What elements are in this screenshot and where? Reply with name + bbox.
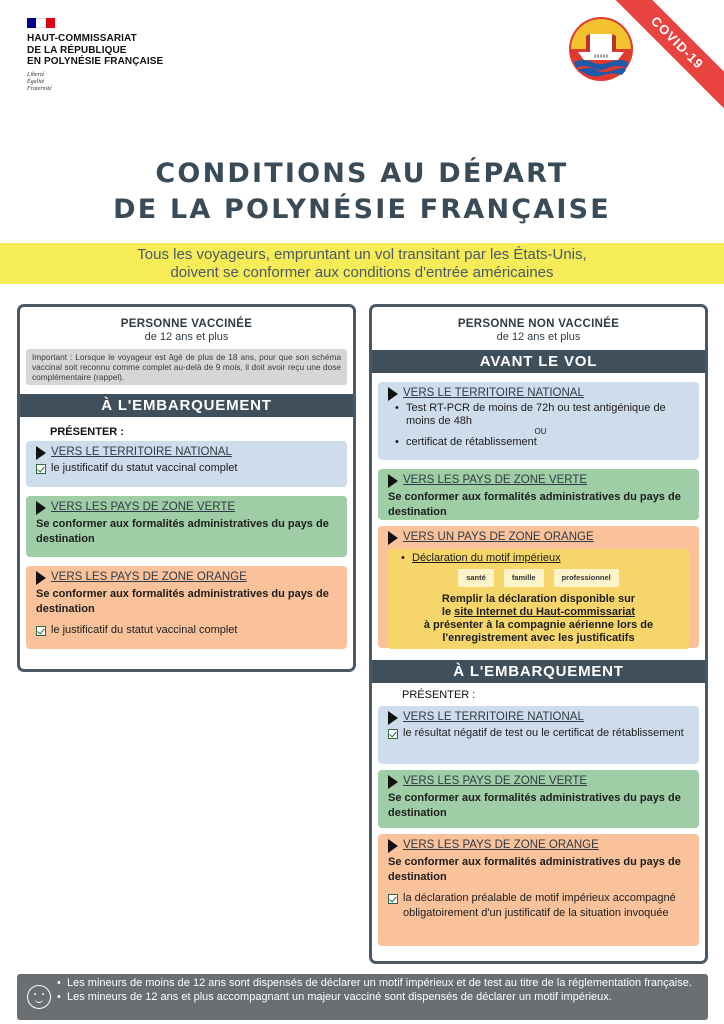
vaccinated-subheading: de 12 ans et plus [144,331,229,343]
orange-label: VERS LES PAYS DE ZONE ORANGE [51,571,247,583]
checkbox-icon [388,894,398,904]
national-label: VERS LE TERRITOIRE NATIONAL [51,446,232,458]
hc-logo [27,18,163,93]
tag-sante: santé [458,569,494,587]
vaccinated-heading: PERSONNE VACCINÉE [120,318,253,330]
orange-text: Se conformer aux formalités administratives du pays de destination [36,587,329,615]
orange-destination [36,570,341,586]
boarding-national-item [388,726,693,742]
boarding-green-text: Se conformer aux formalités administratives du pays de destination [388,791,681,819]
motto-fraternite: Fraternité [27,85,52,92]
boarding-section-bar: À L'EMBARQUEMENT [20,394,353,417]
before-national-box [378,382,699,460]
green-label: VERS LES PAYS DE ZONE VERTE [51,501,236,513]
before-orange-destination [384,530,693,546]
instructions-line-3: à présenter à la compagnie aérienne lors de l'enregistrement avec les justificatifs [423,618,654,644]
before-national-list [388,402,693,429]
orange-zone-box [26,566,347,649]
title-line-1: CONDITIONS AU DÉPART [155,158,569,189]
unvacc-presenter-label: PRÉSENTER : [402,689,476,701]
presenter-label: PRÉSENTER : [50,426,124,438]
arrow-icon [388,474,398,488]
before-green-box [378,469,699,520]
national-item [36,461,341,477]
before-green-destination [388,473,693,489]
before-national-destination [388,386,693,402]
vaccinated-card [17,304,356,672]
minors-list [67,977,700,1004]
tag-famille: famille [504,569,544,587]
before-green-text: Se conformer aux formalités administratives du pays de destination [388,490,681,518]
green-zone-box [26,496,347,557]
national-box [26,441,347,487]
motto-egalite: Égalité [27,78,45,85]
unvacc-boarding-section-bar: À L'EMBARQUEMENT [372,660,705,683]
banner-line-2: doivent se conformer aux conditions d'entrée américaines [170,264,554,281]
banner-line-1: Tous les voyageurs, empruntant un vol transitant par les États-Unis, [137,246,587,263]
minors-under-12: • Les mineurs de moins de 12 ans sont dispensés de déclarer un motif impérieux et de test au titre de la réglementation française. [67,977,700,991]
boarding-orange-destination [388,838,693,854]
test-requirement: • Test RT-PCR de moins de 72h ou test antigénique de moins de 48h [406,402,693,429]
motif-list [394,551,683,567]
before-orange-label: VERS UN PAYS DE ZONE ORANGE [403,531,594,543]
boarding-national-label: VERS LE TERRITOIRE NATIONAL [403,711,584,723]
boarding-orange-item [388,891,693,922]
boarding-national-box [378,706,699,764]
declaration-instructions [394,593,683,645]
arrow-icon [388,531,398,545]
national-destination [36,445,341,461]
boarding-green-label: VERS LES PAYS DE ZONE VERTE [403,775,588,787]
instructions-line-1: Remplir la déclaration disponible sur [441,592,636,605]
org-line-1: HAUT-COMMISSARIAT [27,33,137,44]
minors-12-plus: • Les mineurs de 12 ans et plus accompagnant un majeur vacciné sont dispensés de déclarer un motif impérieux. [67,991,700,1005]
before-national-list-2 [388,435,693,451]
baby-face-icon [27,985,51,1009]
boarding-orange-label: VERS LES PAYS DE ZONE ORANGE [403,839,599,851]
org-line-3: EN POLYNÉSIE FRANÇAISE [27,56,164,67]
green-destination [36,500,341,516]
boarding-orange-item-text: la déclaration préalable de motif impérieux accompagné obligatoirement d'un justificatif de la situation invoquée [403,891,676,919]
polynesia-emblem-icon [568,16,634,82]
booster-note: Important : Lorsque le voyageur est âgé de plus de 18 ans, pour que son schéma vaccinal soit reconnu comme complet au-delà de 9 mois, il doit avoir reçu une dose complémentaire (rappel). [26,349,347,385]
covid-badge: COVID-19 [601,0,724,119]
orange-item [36,623,341,639]
tag-professionnel: professionnel [554,569,619,587]
checkbox-icon [36,464,46,474]
arrow-icon [388,839,398,853]
page-title [0,156,724,228]
or-separator: OU [534,426,547,436]
hc-website-link[interactable]: site Internet du Haut-commissariat [454,605,636,618]
before-green-label: VERS LES PAYS DE ZONE VERTE [403,474,588,486]
motto-liberte: Liberté [27,71,45,78]
arrow-icon [388,711,398,725]
arrow-icon [388,387,398,401]
org-line-2: DE LA RÉPUBLIQUE [27,44,127,56]
boarding-national-item-text: le résultat négatif de test ou le certificat de rétablissement [403,726,684,739]
checkbox-icon [36,626,46,636]
before-flight-section-bar: AVANT LE VOL [372,350,705,373]
usa-transit-banner [0,243,724,284]
svg-text:xxxxx: xxxxx [593,53,609,60]
before-orange-box [378,526,699,648]
boarding-green-box [378,770,699,828]
arrow-icon [36,571,46,585]
arrow-icon [36,501,46,515]
boarding-green-destination [388,774,693,790]
arrow-icon [36,446,46,460]
motif-declaration-box [388,549,689,649]
motif-tags [394,569,683,587]
before-national-label: VERS LE TERRITOIRE NATIONAL [403,387,584,399]
checkbox-icon [388,729,398,739]
boarding-orange-box [378,834,699,946]
title-line-2: DE LA POLYNÉSIE FRANÇAISE [113,194,611,225]
green-text: Se conformer aux formalités administratives du pays de destination [36,517,329,545]
recovery-certificate: • certificat de rétablissement [406,435,693,451]
boarding-orange-text: Se conformer aux formalités administratives du pays de destination [388,855,681,883]
arrow-icon [388,775,398,789]
instructions-link-line [394,606,683,619]
unvaccinated-heading: PERSONNE NON VACCINÉE [457,318,620,330]
unvaccinated-card [369,304,708,964]
motif-label: • Déclaration du motif impérieux [412,551,683,567]
minors-footer [17,974,708,1020]
unvaccinated-header [372,307,705,343]
vaccinated-header [20,307,353,343]
boarding-national-destination [388,710,693,726]
national-item-text: le justificatif du statut vaccinal complet [51,461,238,474]
orange-item-text: le justificatif du statut vaccinal complet [51,623,238,636]
marianne-flag-icon [27,18,55,28]
link-prefix: le [441,605,455,618]
unvaccinated-subheading: de 12 ans et plus [496,331,581,343]
motto [27,72,163,93]
